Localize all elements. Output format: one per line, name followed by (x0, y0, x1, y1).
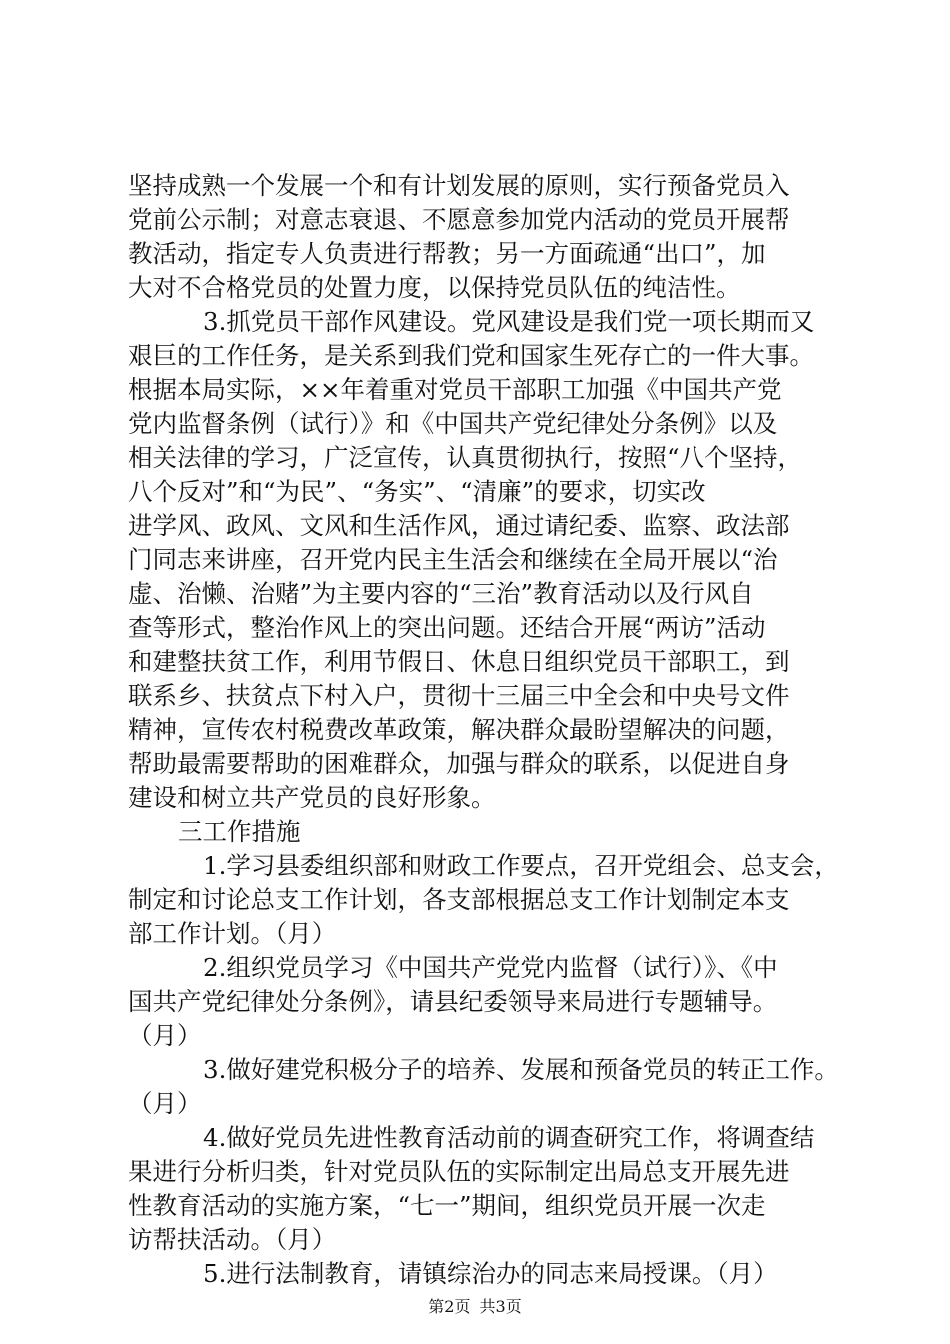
text-line: 果进行分析归类，针对党员队伍的实际制定出局总支开展先进 (128, 1157, 790, 1186)
text-line: 党前公示制；对意志衰退、不愿意参加党内活动的党员开展帮 (128, 205, 790, 234)
text-line: 艰巨的工作任务，是关系到我们党和国家生死存亡的一件大事。 (128, 341, 814, 370)
text-line: 教活动，指定专人负责进行帮教；另一方面疏通“出口”，加 (128, 239, 766, 268)
text-line: （月） (128, 1021, 202, 1050)
text-line: 精神，宣传农村税费改革政策，解决群众最盼望解决的问题， (128, 715, 790, 744)
text-line: 性教育活动的实施方案，“七一”期间，组织党员开展一次走 (128, 1191, 766, 1220)
text-line: 国共产党纪律处分条例》，请县纪委领导来局进行专题辅导。 (128, 987, 778, 1016)
text-line: 5.进行法制教育，请镇综治办的同志来局授课。（月） (203, 1259, 778, 1288)
text-line: 查等形式，整治作风上的突出问题。还结合开展“两访”活动 (128, 613, 766, 642)
text-line: 1.学习县委组织部和财政工作要点，召开党组会、总支会， (203, 851, 839, 880)
text-line: （月） (128, 1089, 202, 1118)
text-line: 帮助最需要帮助的困难群众，加强与群众的联系，以促进自身 (128, 749, 790, 778)
page-total: 共3页 (479, 1297, 522, 1316)
text-line: 3.抓党员干部作风建设。党风建设是我们党一项长期而又 (203, 307, 815, 336)
page-footer (0, 1295, 950, 1319)
text-line: 和建整扶贫工作，利用节假日、休息日组织党员干部职工，到 (128, 647, 790, 676)
text-line: 门同志来讲座，召开党内民主生活会和继续在全局开展以“治 (128, 545, 778, 574)
text-line: 大对不合格党员的处置力度，以保持党员队伍的纯洁性。 (128, 273, 741, 302)
text-line: 进学风、政风、文风和生活作风，通过请纪委、监察、政法部 (128, 511, 790, 540)
section-heading: 三工作措施 (178, 817, 301, 846)
text-line: 虚、治懒、治赌”为主要内容的“三治”教育活动以及行风自 (128, 579, 754, 608)
text-line: 坚持成熟一个发展一个和有计划发展的原则，实行预备党员入 (128, 171, 790, 200)
page-number: 第2页 (428, 1297, 471, 1316)
text-line: 制定和讨论总支工作计划，各支部根据总支工作计划制定本支 (128, 885, 790, 914)
text-line: 相关法律的学习，广泛宣传，认真贯彻执行，按照“八个坚持， (128, 443, 803, 472)
text-line: 八个反对”和“为民”、“务实”、“清廉”的要求，切实改 (128, 477, 706, 506)
text-line: 访帮扶活动。（月） (128, 1225, 337, 1254)
text-line: 4.做好党员先进性教育活动前的调查研究工作，将调查结 (203, 1123, 815, 1152)
text-line: 联系乡、扶贫点下村入户，贯彻十三届三中全会和中央号文件 (128, 681, 790, 710)
text-line: 3.做好建党积极分子的培养、发展和预备党员的转正工作。 (203, 1055, 839, 1084)
text-line: 建设和树立共产党员的良好形象。 (128, 783, 496, 812)
text-line: 根据本局实际，××年着重对党员干部职工加强《中国共产党 (128, 375, 782, 404)
text-line: 部工作计划。（月） (128, 919, 337, 948)
text-line: 党内监督条例（试行）》和《中国共产党纪律处分条例》以及 (128, 409, 778, 438)
text-line: 2.组织党员学习《中国共产党党内监督（试行）》、《中 (203, 953, 778, 982)
